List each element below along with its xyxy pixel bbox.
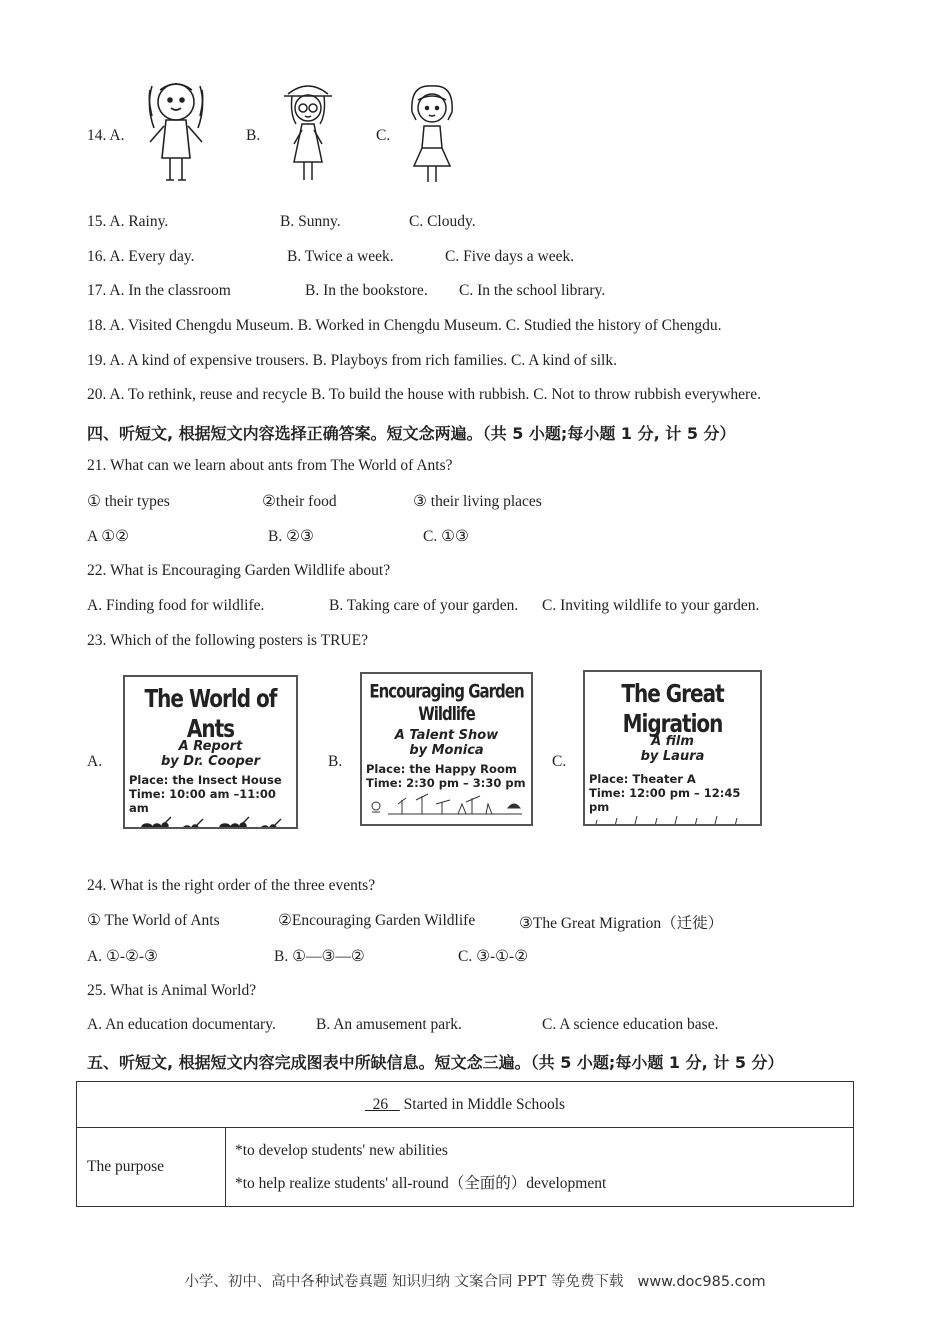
q21-option-b: B. ②③: [268, 528, 314, 545]
poster-c-place: Place: Theater A: [589, 772, 696, 786]
poster-a-time: Time: 10:00 am –11:00 am: [129, 787, 276, 815]
purpose-label: The purpose: [87, 1158, 165, 1175]
q20-options: 20. A. To rethink, reuse and recycle B. To build the house with rubbish. C. Not to throw rubbish everywhere.: [87, 386, 761, 403]
girl-hat-glasses-picture: [280, 80, 336, 193]
poster-b-subtitle: A Talent Show: [394, 728, 499, 743]
q16-option-c: C. Five days a week.: [445, 248, 575, 265]
poster-b-title: Encouraging Garden Wildlife: [369, 680, 524, 725]
q14-label-b: B.: [246, 127, 261, 144]
q21-option-a: A ①②: [87, 528, 130, 545]
poster-a-title: The World of Ants: [144, 683, 277, 743]
section4-heading: 四、听短文, 根据短文内容选择正确答案。短文念两遍。（共 5 小题;每小题 1 分, 计 5 分）: [87, 424, 736, 443]
poster-a-author: by Dr. Cooper: [160, 754, 261, 769]
table-title-text: Started in Middle Schools: [403, 1095, 566, 1113]
ants-illustration: [125, 815, 296, 829]
q21-item-1: ① their types: [87, 493, 170, 510]
q23-label-a: A.: [87, 753, 103, 770]
garden-illustration: [362, 790, 531, 816]
q21-option-c: C. ①③: [423, 528, 469, 545]
poster-c-time: Time: 12:00 pm – 12:45 pm: [589, 786, 741, 814]
q24-option-a: A. ①-②-③: [87, 948, 158, 965]
q24-event-2: ②Encouraging Garden Wildlife: [278, 912, 476, 929]
girl-bob-hair-picture: [404, 82, 460, 195]
page-footer: [0, 1270, 950, 1291]
migration-herd-illustration: [585, 814, 760, 826]
q17-option-c: C. In the school library.: [459, 282, 606, 299]
table-title-cell: [77, 1082, 854, 1128]
q19-options: 19. A. A kind of expensive trousers. B. Playboys from rich families. C. A kind of silk.: [87, 352, 617, 369]
footer-text: 小学、初中、高中各种试卷真题 知识归纳 文案合同 PPT 等免费下载: [184, 1274, 624, 1290]
q16-option-b: B. Twice a week.: [287, 248, 394, 265]
q25-option-c: C. A science education base.: [542, 1016, 719, 1033]
q17-option-b: B. In the bookstore.: [305, 282, 428, 299]
q16-option-a: 16. A. Every day.: [87, 248, 195, 265]
q15-option-c: C. Cloudy.: [409, 213, 476, 230]
poster-encouraging-garden-wildlife: [360, 672, 533, 826]
blank-26[interactable]: [365, 1096, 400, 1113]
q23-label-b: B.: [328, 753, 343, 770]
q18-options: 18. A. Visited Chengdu Museum. B. Worked in Chengdu Museum. C. Studied the history of Chengdu.: [87, 317, 722, 334]
q24-option-b: B. ①—③—②: [274, 948, 365, 965]
poster-a-place: Place: the Insect House: [129, 773, 282, 787]
q24-question: 24. What is the right order of the three events?: [87, 877, 376, 894]
q22-option-a: A. Finding food for wildlife.: [87, 597, 265, 614]
q22-option-b: B. Taking care of your garden.: [329, 597, 519, 614]
poster-b-time: Time: 2:30 pm – 3:30 pm: [366, 776, 526, 790]
poster-world-of-ants: [123, 675, 298, 829]
info-table: [76, 1081, 854, 1207]
girl-pigtails-picture: [140, 76, 212, 193]
q24-option-c: C. ③-①-②: [458, 948, 529, 965]
q24-event-1: ① The World of Ants: [87, 912, 220, 929]
q22-question: 22. What is Encouraging Garden Wildlife about?: [87, 562, 391, 579]
poster-a-subtitle: A Report: [178, 739, 243, 754]
q25-question: 25. What is Animal World?: [87, 982, 257, 999]
poster-c-title: The Great Migration: [621, 678, 724, 738]
q25-option-b: B. An amusement park.: [316, 1016, 462, 1033]
purpose-content-cell: [226, 1128, 854, 1207]
purpose-line-1: *to develop students' new abilities: [235, 1142, 448, 1159]
poster-c-author: by Laura: [640, 749, 705, 764]
purpose-line-2: *to help realize students' all-round（全面的）development: [235, 1175, 607, 1192]
section5-heading: 五、听短文, 根据短文内容完成图表中所缺信息。短文念三遍。（共 5 小题;每小题 1 分, 计 5 分）: [87, 1053, 784, 1072]
footer-site-link[interactable]: www.doc985.com: [637, 1274, 766, 1290]
q23-question: 23. Which of the following posters is TRUE?: [87, 632, 368, 649]
q25-option-a: A. An education documentary.: [87, 1016, 276, 1033]
q24-event-3: ③The Great Migration（迁徙）: [519, 915, 724, 932]
q17-option-a: 17. A. In the classroom: [87, 282, 231, 299]
blank-26-number: 26: [372, 1095, 389, 1113]
q23-label-c: C.: [552, 753, 567, 770]
poster-b-author: by Monica: [409, 743, 484, 758]
q21-item-3: ③ their living places: [413, 493, 542, 510]
q15-option-a: 15. A. Rainy.: [87, 213, 169, 230]
q14-label-c: C.: [376, 127, 391, 144]
q21-item-2: ②their food: [262, 493, 337, 510]
q14-label-a: 14. A.: [87, 127, 125, 144]
poster-b-place: Place: the Happy Room: [366, 762, 517, 776]
purpose-label-cell: [77, 1128, 226, 1207]
poster-c-subtitle: A film: [651, 734, 694, 749]
poster-great-migration: [583, 670, 762, 826]
q15-option-b: B. Sunny.: [280, 213, 341, 230]
q21-question: 21. What can we learn about ants from The World of Ants?: [87, 457, 453, 474]
q22-option-c: C. Inviting wildlife to your garden.: [542, 597, 760, 614]
